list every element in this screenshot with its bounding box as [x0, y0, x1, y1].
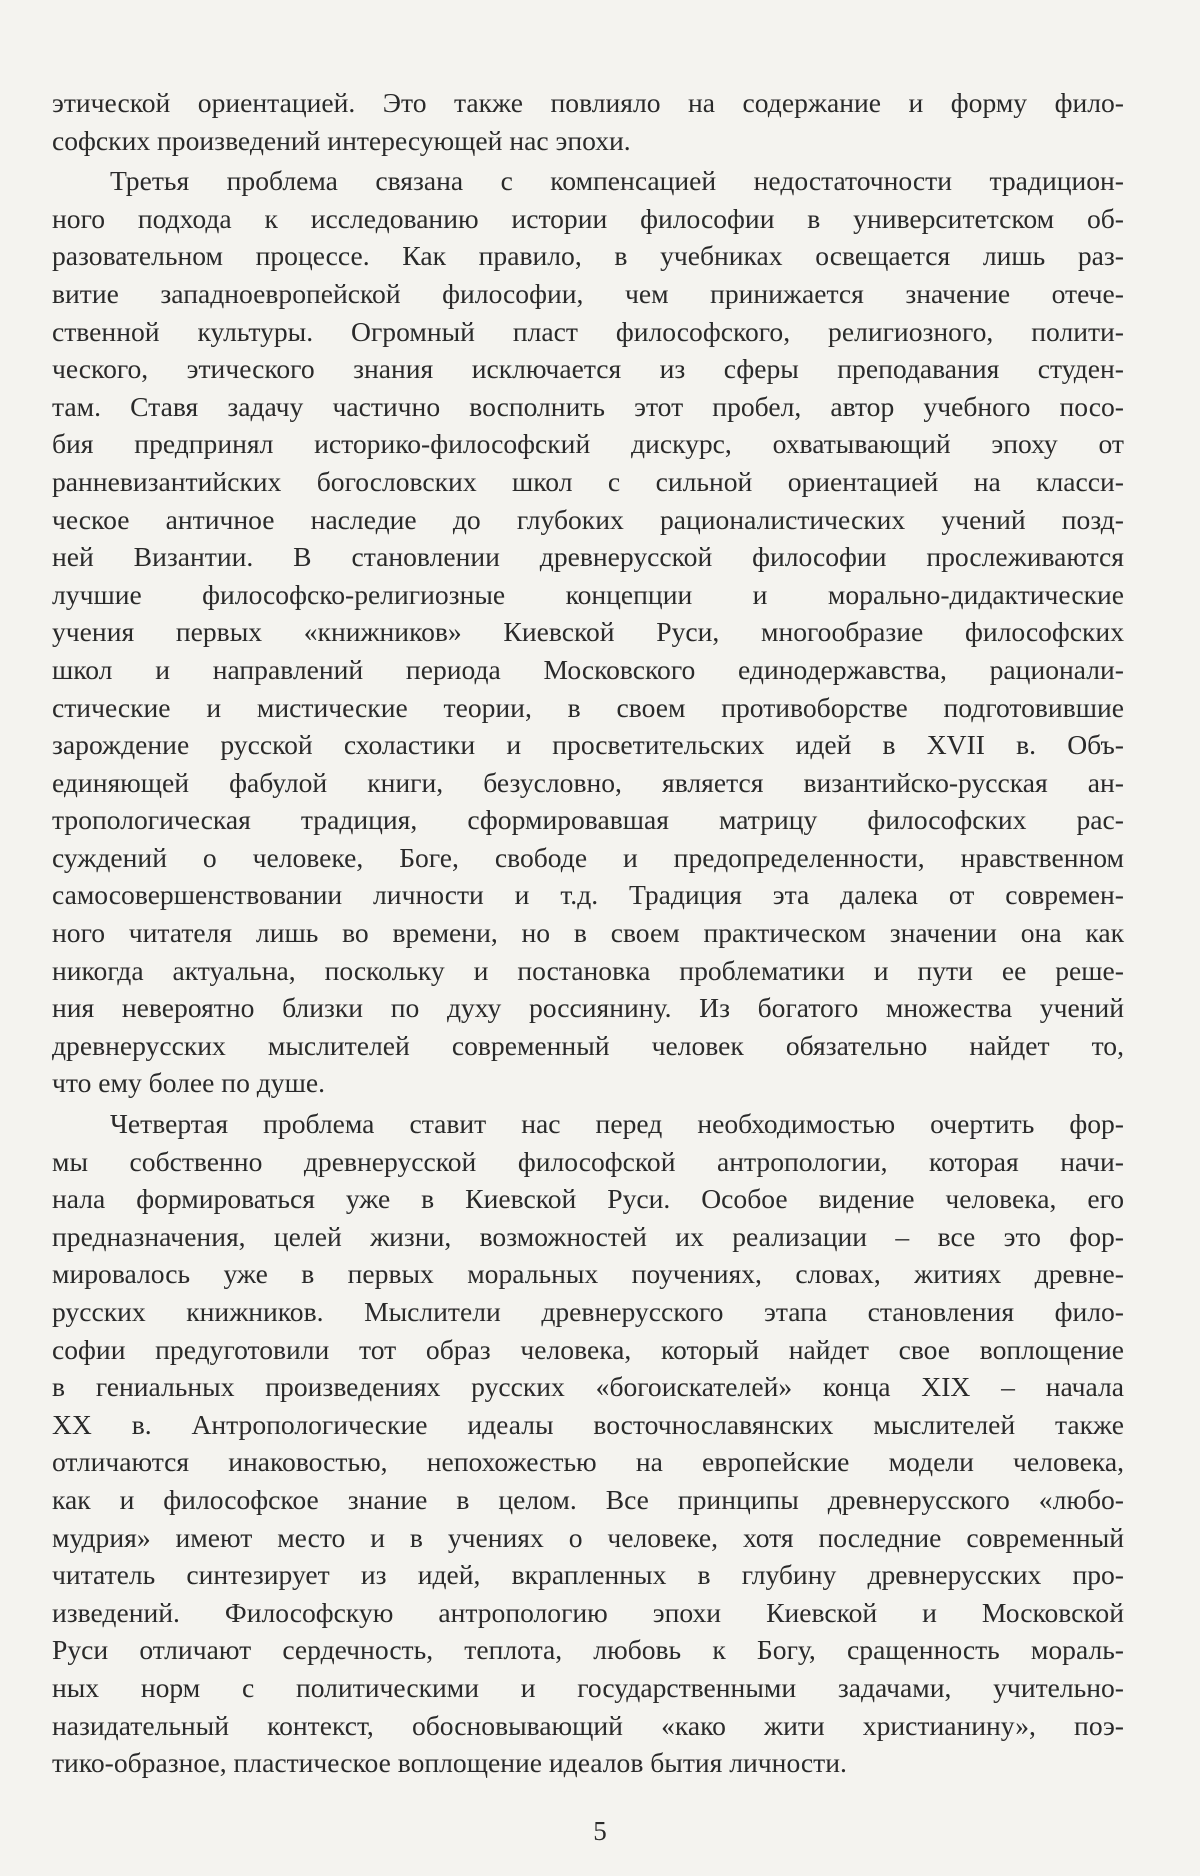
text-line: ных норм с политическими и государственными задачами, учительно- — [52, 1671, 1124, 1703]
text-line: читатель синтезирует из идей, вкрапленных в глубину древнерусских про- — [52, 1559, 1124, 1591]
text-line: что ему более по душе. — [52, 1067, 326, 1099]
text-line: ческое античное наследие до глубоких рационалистических учений позд- — [52, 503, 1124, 535]
text-line: тропологическая традиция, сформировавшая матрицу философских рас- — [52, 804, 1124, 836]
text-line: разовательном процессе. Как правило, в учебниках освещается лишь раз- — [52, 240, 1124, 272]
text-line: учения первых «книжников» Киевской Руси, многообразие философских — [52, 616, 1124, 648]
text-line: зарождение русской схоластики и просветительских идей в XVII в. Объ- — [52, 729, 1124, 761]
text-line: ней Византии. В становлении древнерусской философии прослеживаются — [52, 541, 1124, 573]
text-line: ственной культуры. Огромный пласт философского, религиозного, полити- — [52, 315, 1124, 347]
text-line: предназначения, целей жизни, возможностей их реализации – все это фор- — [52, 1220, 1124, 1252]
text-line: софских произведений интересующей нас эпохи. — [52, 124, 631, 156]
text-line: этической ориентацией. Это также повлияло на содержание и форму фило- — [52, 87, 1124, 118]
paragraph — [52, 1105, 1124, 1782]
text-line: изведений. Философскую антропологию эпохи Киевской и Московской — [52, 1596, 1124, 1628]
page-number: 5 — [593, 1816, 607, 1846]
text-line: единяющей фабулой книги, безусловно, является византийско-русская ан- — [52, 766, 1124, 798]
text-line: стические и мистические теории, в своем противоборстве подготовившие — [52, 691, 1124, 723]
text-line: никогда актуальна, поскольку и постановка проблематики и пути ее реше- — [52, 954, 1124, 986]
text-line: назидательный контекст, обосновывающий «како жити христианину», поэ- — [52, 1709, 1124, 1741]
text-line: софии предуготовили тот образ человека, который найдет свое воплощение — [52, 1333, 1124, 1365]
text-line: лучшие философско-религиозные концепции и морально-дидактические — [52, 578, 1124, 610]
text-line: XX в. Антропологические идеалы восточнославянских мыслителей также — [52, 1408, 1124, 1440]
text-line: нала формироваться уже в Киевской Руси. Особое видение человека, его — [52, 1183, 1124, 1215]
text-line: школ и направлений периода Московского единодержавства, рационали- — [52, 653, 1124, 685]
text-line: тико-образное, пластическое воплощение идеалов бытия личности. — [52, 1747, 847, 1779]
paragraph — [52, 84, 1124, 159]
text-line: ческого, этического знания исключается из сферы преподавания студен- — [52, 353, 1124, 385]
text-line: Руси отличают сердечность, теплота, любовь к Богу, сращенность мораль- — [52, 1634, 1124, 1666]
paragraph — [52, 162, 1124, 1102]
text-line: мы собственно древнерусской философской антропологии, которая начи- — [52, 1145, 1124, 1177]
text-line: витие западноевропейской философии, чем принижается значение отече- — [52, 277, 1124, 309]
text-line: ного читателя лишь во времени, но в своем практическом значении она как — [52, 917, 1124, 949]
text-line: мудрия» имеют место и в учениях о человеке, хотя последние современный — [52, 1521, 1124, 1553]
text-line: бия предпринял историко-философский дискурс, охватывающий эпоху от — [52, 428, 1124, 460]
text-line: там. Ставя задачу частично восполнить этот пробел, автор учебного посо- — [52, 390, 1124, 422]
text-line: суждений о человеке, Боге, свободе и предопределенности, нравственном — [52, 841, 1124, 873]
text-line: самосовершенствовании личности и т.д. Традиция эта далека от современ- — [52, 879, 1124, 911]
text-line: русских книжников. Мыслители древнерусского этапа становления фило- — [52, 1296, 1124, 1327]
text-line: отличаются инаковостью, непохожестью на европейские модели человека, — [52, 1446, 1124, 1478]
text-line: мировалось уже в первых моральных поучениях, словах, житиях древне- — [52, 1258, 1124, 1290]
text-line: в гениальных произведениях русских «богоискателей» конца XIX – начала — [52, 1371, 1124, 1403]
text-line: древнерусских мыслителей современный человек обязательно найдет то, — [52, 1029, 1124, 1061]
text-line: ранневизантийских богословских школ с сильной ориентацией на класси- — [52, 465, 1124, 497]
text-line: ного подхода к исследованию истории философии в университетском об- — [52, 202, 1124, 234]
text-line: Четвертая проблема ставит нас перед необходимостью очертить фор- — [110, 1108, 1124, 1140]
body-text — [52, 84, 1124, 1782]
text-line: Третья проблема связана с компенсацией недостаточности традицион- — [110, 165, 1124, 197]
text-line: как и философское знание в целом. Все принципы древнерусского «любо- — [52, 1483, 1124, 1515]
text-line: ния невероятно близки по духу россиянину. Из богатого множества учений — [52, 992, 1124, 1024]
